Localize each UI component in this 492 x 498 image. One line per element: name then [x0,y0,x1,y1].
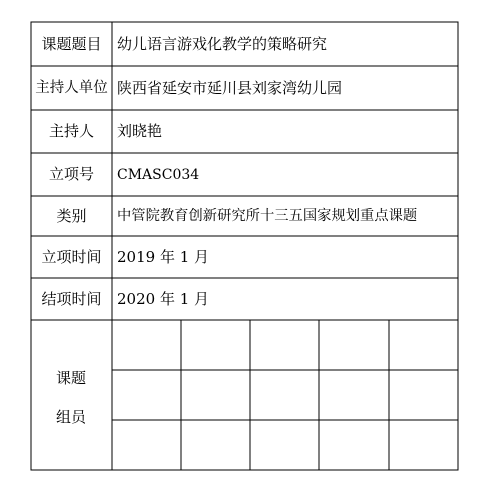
row-value-host-unit: 陕西省延安市延川县刘家湾幼儿园 [117,78,343,97]
row-value-category: 中管院教育创新研究所十三五国家规划重点课题 [117,207,418,224]
row-value-host: 刘晓艳 [117,122,163,140]
members-label-line2: 组员 [55,408,86,426]
row-label-topic: 课题题目 [41,34,102,53]
row-value-start-date: 2019 年 1 月 [117,247,210,266]
members-label-line1: 课题 [55,369,86,387]
row-value-topic: 幼儿语言游戏化教学的策略研究 [117,34,328,53]
row-label-category: 类别 [56,206,87,225]
row-label-start-date: 立项时间 [41,247,102,266]
row-label-host-unit: 主持人单位 [35,79,108,96]
row-value-project-no: CMASC034 [117,166,200,183]
members-label [31,371,111,425]
row-label-host: 主持人 [48,122,94,140]
row-value-end-date: 2020 年 1 月 [117,289,210,308]
members-grid [112,320,458,470]
row-label-project-no: 立项号 [48,165,94,183]
row-label-end-date: 结项时间 [41,289,102,308]
